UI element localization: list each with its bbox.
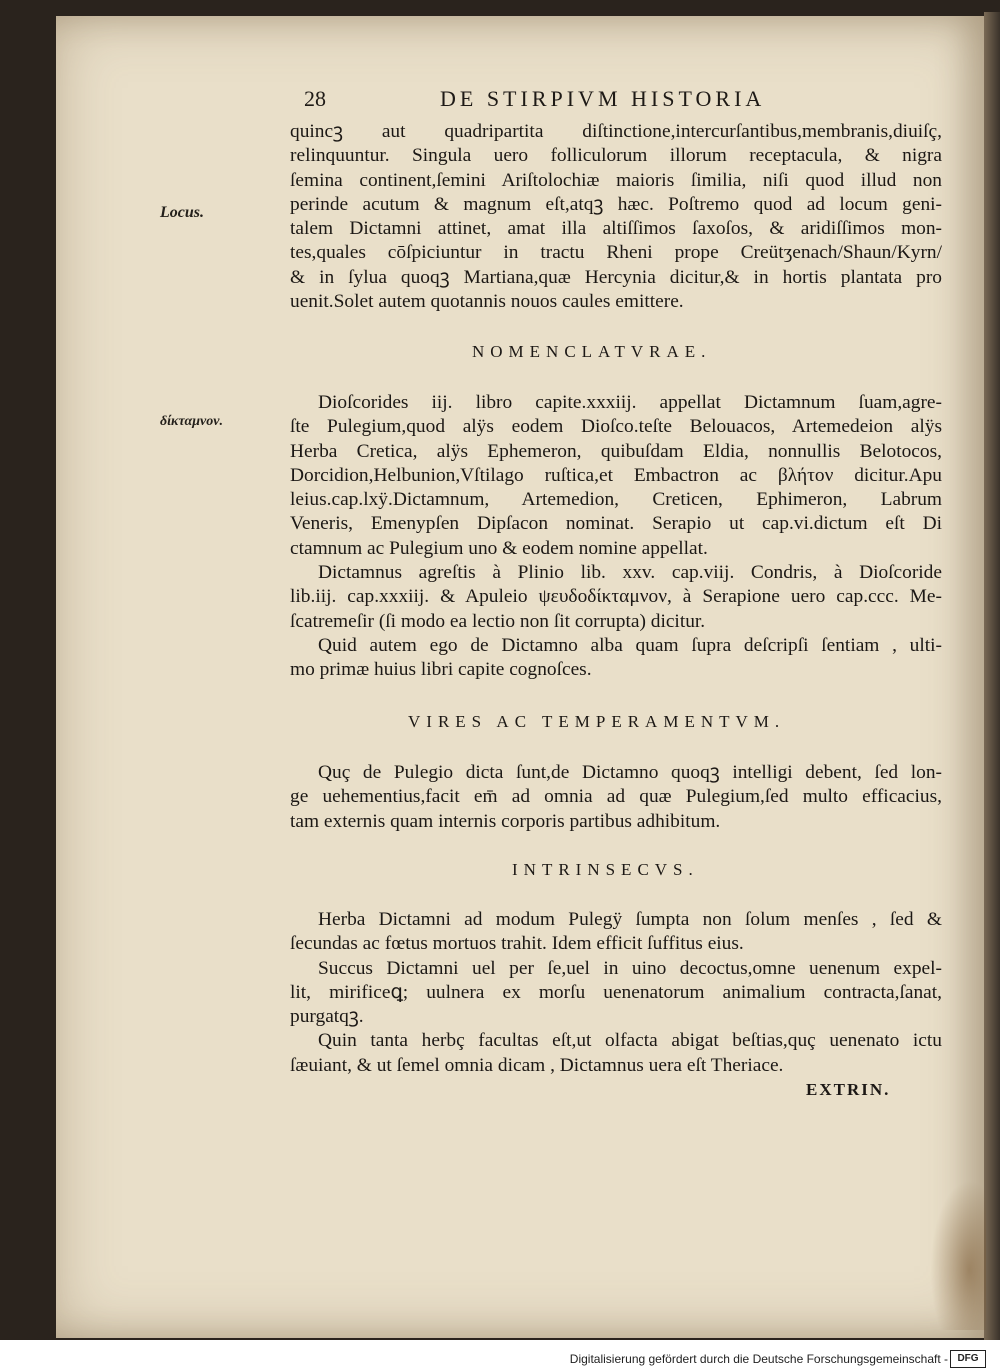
running-title: DE STIRPIVM HISTORIA — [440, 86, 766, 111]
text-line: Succus Dictamni uel per ſe,uel in uino decoctus,omne uenenum expel- — [318, 957, 942, 979]
text-line: leius.cap.lxÿ.Dictamnum, Artemedion, Creticen, Ephimeron, Labrum — [290, 489, 942, 511]
marginal-note-greek: δίκταμνον. — [160, 414, 223, 429]
catchword: EXTRIN. — [806, 1080, 891, 1099]
text-line: & in ſylua quoqꝫ Martiana,quæ Hercynia dicitur,& in hortis plantata pro — [290, 266, 942, 288]
paragraph-description — [290, 120, 942, 314]
text-line: Dioſcorides iij. libro capite.xxxiij. appellat Dictamnum ſuam,agre- — [318, 392, 942, 413]
text-line: talem Dictamni attinet, amat illa altiſſimos ſaxoſos, & aridiſſimos mon- — [290, 218, 942, 240]
text-line: Dorcidion,Helbunion,Vſtilago ruſtica,et Embactron ac βλήτον dicitur.Apu — [290, 464, 942, 486]
footer-credit: Digitalisierung gefördert durch die Deutsche Forschungsgemeinschaft - — [569, 1352, 948, 1366]
text-line: Dictamnus agreſtis à Plinio lib. xxv. cap.viij. Condris, à Dioſcoride — [318, 562, 942, 584]
text-line: purgatqꝫ. — [290, 1006, 364, 1028]
section-heading-vires: VIRES AC TEMPERAMENTVM. — [408, 712, 786, 731]
text-line: lit, mirificeꝗ; uulnera ex morſu uenenatorum animalium contracta,ſanat, — [290, 981, 942, 1003]
text-line: Herba Dictamni ad modum Pulegÿ ſumpta non ſolum menſes , ſed & — [318, 909, 942, 930]
paragraph-intrinsecus — [290, 908, 942, 1078]
text-line: mo primæ huius libri capite cognoſces. — [290, 659, 592, 681]
paragraph-vires — [290, 761, 942, 834]
dfg-logo-icon: DFG — [950, 1350, 986, 1368]
text-line: Quç de Pulegio dicta ſunt,de Dictamno quoqꝫ intelligi debent, ſed lon- — [318, 762, 942, 783]
text-line: Quid autem ego de Dictamno alba quam ſupra deſcripſi ſentiam , ulti- — [318, 634, 942, 656]
text-line: perinde acutum & magnum eſt,atqꝫ hæc. Poſtremo quod ad locum geni- — [290, 193, 942, 215]
text-line: ſcatremeſir (ſi modo ea lectio non ſit corrupta) dicitur. — [290, 610, 706, 632]
text-line: tam externis quam internis corporis partibus adhibitum. — [290, 810, 721, 832]
text-line: Veneris, Emenypſen Dipſacon nominat. Serapio ut cap.vi.dictum eſt Di — [290, 513, 942, 535]
running-head — [304, 86, 824, 116]
page-stain — [930, 1180, 986, 1330]
text-line: lib.iij. cap.xxxiij. & Apuleio ψευδοδίκταμνον, à Serapione uero cap.ccc. Me- — [290, 586, 942, 608]
text-line: uenit.Solet autem quotannis nouos caules emittere. — [290, 291, 684, 313]
text-line: quincꝫ aut quadripartita diſtinctione,intercurſantibus,membranis,diuiſç, — [290, 121, 942, 142]
text-line: ctamnum ac Pulegium uno & eodem nomine appellat. — [290, 537, 708, 559]
text-line: relinquuntur. Singula uero folliculorum illorum receptacula, & nigra — [290, 145, 942, 167]
text-line: ſte Pulegium,quod alÿs eodem Dioſco.teſte Belouacos, Artemedeion alÿs — [290, 416, 942, 438]
marginal-note-locus: Locus. — [160, 204, 204, 221]
page-number: 28 — [304, 86, 326, 111]
text-line: tes,quales cōſpiciuntur in tractu Rheni prope Creütʒenach/Shaun/Kyrn/ — [290, 242, 942, 264]
section-heading-intrinsecus: INTRINSECVS. — [512, 860, 699, 879]
section-heading-nomenclaturae: NOMENCLATVRAE. — [472, 342, 712, 361]
text-line: Herba Cretica, alÿs Ephemeron, quibuſdam Eldia, nonnullis Belotocos, — [290, 440, 942, 462]
text-line: ſæuiant, & ut ſemel omnia dicam , Dictamnus uera eſt Theriace. — [290, 1054, 784, 1076]
text-line: ge uehementius,facit em̄ ad omnia ad quæ Pulegium,ſed multo efficacius, — [290, 786, 942, 808]
page-edge — [984, 12, 1000, 1342]
text-line: ſecundas ac fœtus mortuos trahit. Idem efficit ſuffitus eius. — [290, 933, 744, 955]
text-line: Quin tanta herbç facultas eſt,ut olfacta abigat beſtias,quç uenenato ictu — [318, 1030, 942, 1052]
text-line: ſemina continent,ſemini Ariſtolochiæ maioris ſimilia, niſi quod illud non — [290, 169, 942, 191]
paragraph-nomenclaturae — [290, 391, 942, 683]
